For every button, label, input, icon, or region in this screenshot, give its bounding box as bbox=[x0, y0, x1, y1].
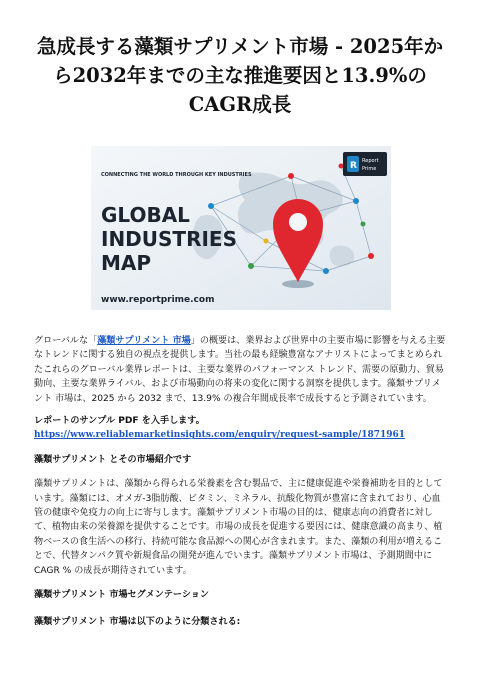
sample-heading: レポートのサンプル PDF を入手します。 bbox=[34, 416, 205, 427]
banner-url: www.reportprime.com bbox=[101, 295, 215, 305]
svg-text:Prime: Prime bbox=[362, 166, 377, 172]
svg-text:Report: Report bbox=[362, 158, 379, 164]
banner-image bbox=[91, 146, 391, 310]
classification-heading: 藻類サプリメント 市場は以下のように分類される: bbox=[34, 616, 241, 627]
segmentation-heading: 藻類サプリメント 市場セグメンテーション bbox=[34, 590, 209, 601]
page-title: 急成長する藻類サプリメント市場 - 2025年から2032年までの主な推進要因と13.9%のCAGR成長 bbox=[36, 35, 444, 116]
banner-heading-line1: GLOBAL bbox=[101, 203, 190, 227]
sample-request-link[interactable]: https://www.reliablemarketinsights.com/enquiry/request-sample/1871961 bbox=[34, 430, 406, 441]
banner-graphic bbox=[91, 146, 391, 310]
report-prime-logo bbox=[343, 152, 387, 176]
intro-paragraph bbox=[34, 334, 448, 406]
market-intro-heading: 藻類サプリメント とその市場紹介です bbox=[34, 454, 192, 465]
market-description: 藻類サプリメントは、藻類から得られる栄養素を含む製品で、主に健康促進や栄養補助を目的としています。藻類には、オメガ-3脂肪酸、ビタミン、ミネラル、抗酸化物質が豊富に含まれており、心血管の健康や免疫力の向上に寄与します。藻類サプリメント市場の目的は、健康志向の消費者に対して、植物由来の栄養源を提供することです。市場の成長を促進する要因には、健康意識の高まり、植物ベースの食生活への移行、持続可能な食品源への関心が含まれます。また、藻類の利用が増えることで、代替タンパク質や新規食品の開発が進んでいます。藻類サプリメント市場は、予測期間中に CAGR % の成長が期待されています。 bbox=[34, 479, 443, 576]
article-body bbox=[34, 334, 448, 629]
banner-heading-line2: INDUSTRIES bbox=[101, 227, 237, 251]
banner-tagline: CONNECTING THE WORLD THROUGH KEY INDUSTRIES bbox=[101, 172, 252, 178]
market-keyword-link[interactable]: 藻類サプリメント 市場 bbox=[97, 336, 191, 346]
intro-text: 」の概要は、業界および世界中の主要市場に影響を与える主要なトレンドに関する独自の視点を提供します。当社の最も経験豊富なアナリストによってまとめられたこれらのグローバル業界レポートは、主要な業界のパフォーマンス トレンド、需要の原動力、貿易動向、主要な業界ライバル、および市場動向の将来の変化に関する洞察を提供します。藻類サプリメント 市場は、2025 から 2032 まで、13.9% の複合年間成長率で成長すると予測されています。 bbox=[34, 336, 446, 404]
banner-heading-line3: MAP bbox=[101, 251, 152, 275]
intro-prefix: グローバルな「 bbox=[34, 336, 98, 346]
svg-text:R: R bbox=[350, 161, 357, 171]
